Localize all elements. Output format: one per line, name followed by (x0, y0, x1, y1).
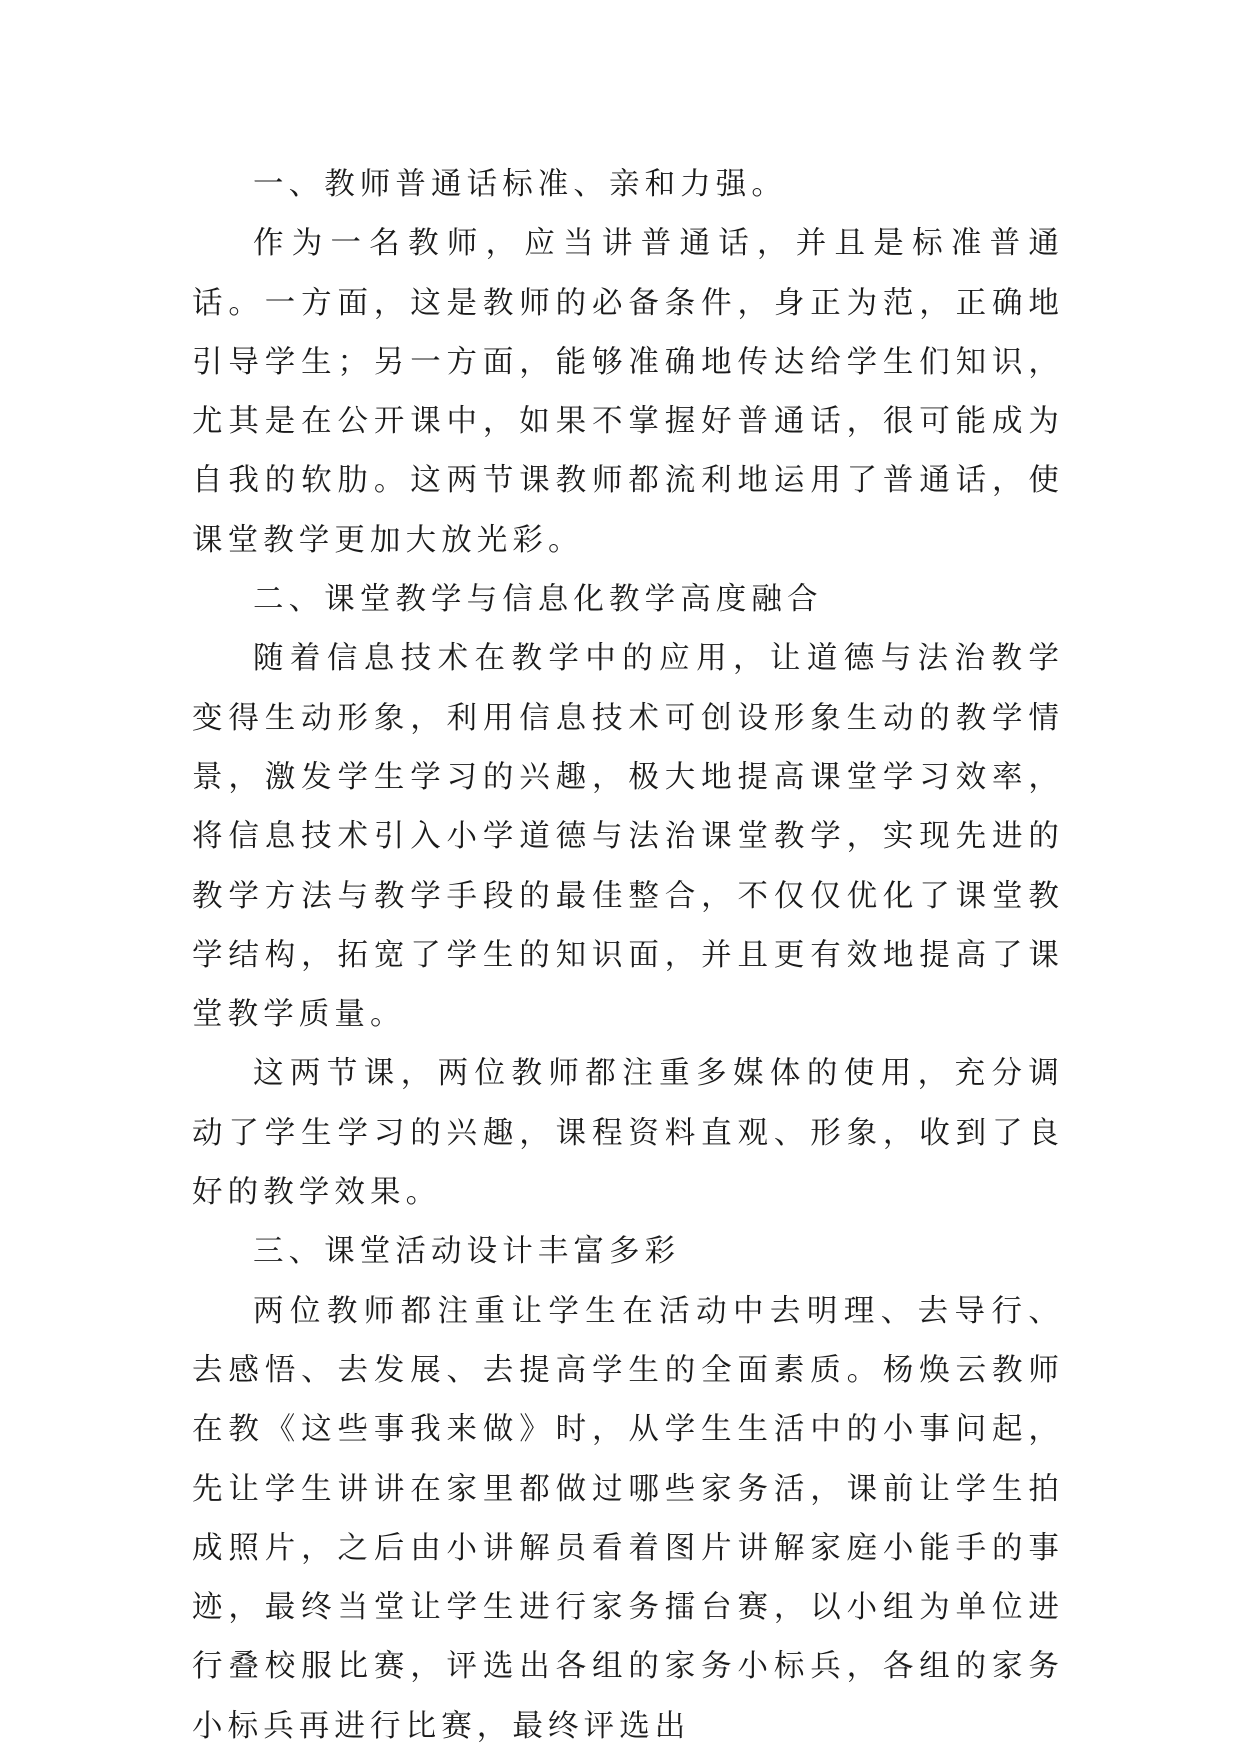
section-heading-2: 二、课堂教学与信息化教学高度融合 (253, 582, 823, 618)
paragraph-2: 随着信息技术在教学中的应用，让道德与法治教学变得生动形象，利用信息技术可创设形象生动的教学情景，激发学生学习的兴趣，极大地提高课堂学习效率，将信息技术引入小学道德与法治课堂教学，实现先进的教学方法与教学手段的最佳整合，不仅仅优化了课堂教学结构，拓宽了学生的知识面，并且更有效地提高了课堂教学质量。 (192, 641, 1064, 1033)
document-body (192, 155, 1064, 1756)
section-heading-3: 三、课堂活动设计丰富多彩 (253, 1234, 681, 1270)
paragraph-3: 这两节课，两位教师都注重多媒体的使用，充分调动了学生学习的兴趣，课程资料直观、形象，收到了良好的教学效果。 (192, 1056, 1064, 1211)
paragraph-4: 两位教师都注重让学生在活动中去明理、去导行、去感悟、去发展、去提高学生的全面素质。杨焕云教师在教《这些事我来做》时，从学生生活中的小事问起，先让学生讲讲在家里都做过哪些家务活，课前让学生拍成照片，之后由小讲解员看着图片讲解家庭小能手的事迹，最终当堂让学生进行家务擂台赛，以小组为单位进行叠校服比赛，评选出各组的家务小标兵，各组的家务小标兵再进行比赛，最终评选出 (192, 1293, 1064, 1744)
section-heading-1: 一、教师普通话标准、亲和力强。 (253, 167, 787, 202)
paragraph-1: 作为一名教师，应当讲普通话，并且是标准普通话。一方面，这是教师的必备条件，身正为范，正确地引导学生；另一方面，能够准确地传达给学生们知识，尤其是在公开课中，如果不掌握好普通话，很可能成为自我的软肋。这两节课教师都流利地运用了普通话，使课堂教学更加大放光彩。 (192, 226, 1064, 558)
